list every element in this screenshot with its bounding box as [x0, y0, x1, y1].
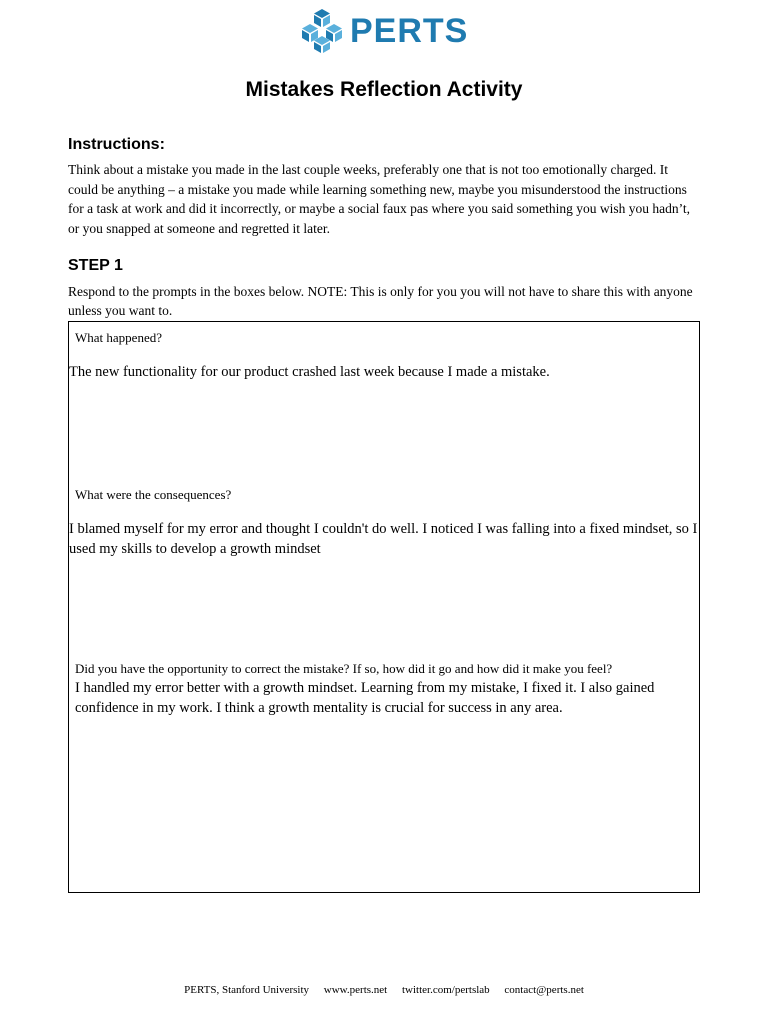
footer-org: PERTS, Stanford University — [184, 984, 310, 996]
instructions-heading: Instructions: — [68, 136, 165, 153]
page-footer — [0, 984, 768, 996]
perts-logo — [300, 8, 468, 54]
prompt-what-happened: What happened? — [75, 330, 162, 345]
footer-twitter-link[interactable]: twitter.com/pertslab — [401, 984, 490, 996]
cube-cluster-icon — [300, 8, 344, 54]
footer-website-link[interactable]: www.perts.net — [323, 984, 388, 996]
brand-name: PERTS — [350, 12, 469, 50]
step-1-heading: STEP 1 — [68, 257, 123, 274]
instructions-body: Think about a mistake you made in the last couple weeks, preferably one that is not too emotionally charged. It could be anything – a mistake you made while learning something new, maybe you misunderstood the instructions for a task at work and did it incorrectly, or maybe a social faux pas where you said something you wish you hadn’t, or you snapped at someone and regretted it later. — [68, 162, 690, 236]
prompt-correct-mistake: Did you have the opportunity to correct the mistake? If so, how did it go and how did it make you feel? — [75, 661, 613, 676]
prompt-consequences: What were the consequences? — [75, 487, 232, 502]
answer-correct-mistake[interactable]: I handled my error better with a growth mindset. Learning from my mistake, I fixed it. I also gained confidence in my work. I think a growth mentality is crucial for success in any area. — [75, 680, 655, 716]
answer-consequences[interactable]: I blamed myself for my error and thought I couldn't do well. I noticed I was falling into a fixed mindset, so I used my skills to develop a growth mindset — [69, 521, 698, 557]
response-box — [68, 321, 700, 893]
answer-what-happened[interactable]: The new functionality for our product crashed last week because I made a mistake. — [69, 364, 550, 380]
page-title: Mistakes Reflection Activity — [245, 78, 523, 101]
step-1-body: Respond to the prompts in the boxes below. NOTE: This is only for you you will not have to share this with anyone unless you want to. — [68, 284, 693, 318]
footer-email-link[interactable]: contact@perts.net — [504, 984, 584, 996]
